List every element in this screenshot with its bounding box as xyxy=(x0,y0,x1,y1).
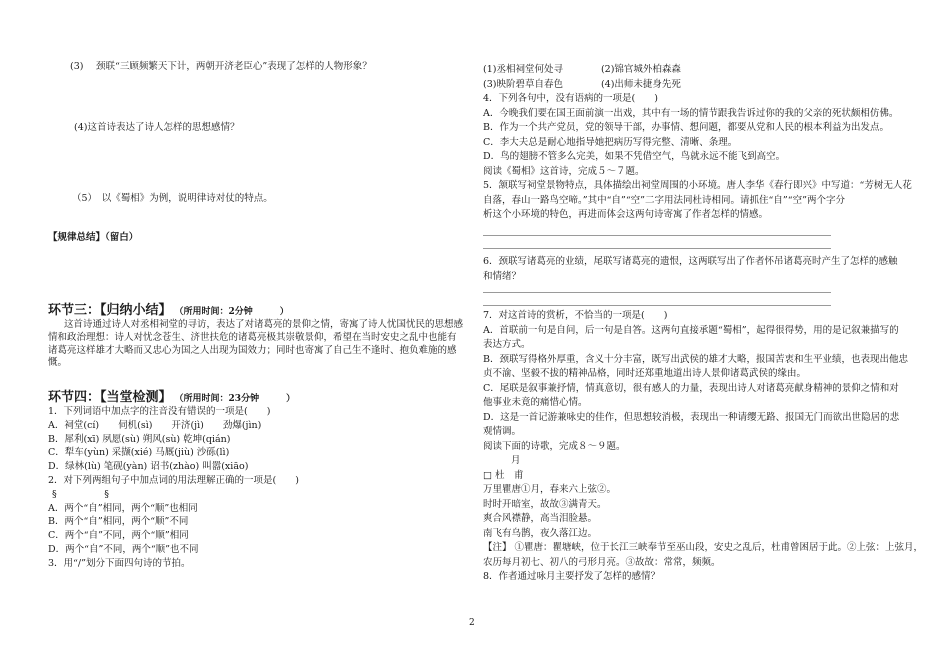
question-6-line: 6．颈联写诸葛亮的业绩，尾联写诸葛亮的遗恨，这两联写出了作者怀吊诸葛亮时产生了怎样的感触 xyxy=(483,256,898,267)
question-5-line: 自落，春山一路鸟空啼。”其中“自”“空”二字用法同杜诗相同。请抓住“自”“空”两个字分 xyxy=(483,194,845,206)
answer-line xyxy=(483,292,831,293)
section-3-line: 诸葛亮这样雄才大略而又忠心为国之人出现为国效力；同时也寄寓了自己生不逢时、抱负难施的感 xyxy=(48,344,457,356)
right-column-top xyxy=(483,63,912,223)
section-3-title: 环节三：【归纳小结】 xyxy=(48,303,172,318)
question-1: 1．下列词语中加点字的注音没有错误的一项是( ) xyxy=(48,406,271,417)
section-4-title: 环节四：【当堂检测】 xyxy=(48,390,172,405)
question-7-option: 表达方式。 xyxy=(483,339,531,350)
question-2-option: A．两个“自”相同，两个“顺”也相同 xyxy=(48,502,198,514)
question-5: （5） 以《蜀相》为例，说明律诗对仗的特点。 xyxy=(72,193,273,204)
poem-line: 爽合风襟静，高当泪脸悬。 xyxy=(483,513,598,524)
question-7-option: 他事业未竟的痛惜心情。 xyxy=(483,397,588,408)
question-1-option: A．祠堂(cí) 伺机(sì) 开济(jì) 劲爆(jìn) xyxy=(48,419,262,431)
question-1-option: B．犀利(xī) 夙愿(sù) 朔风(sù) 乾坤(qián) xyxy=(48,433,231,445)
question-2-option: B．两个“自”相同，两个“顺”不同 xyxy=(48,516,189,528)
question-4-right: 4．下列各句中，没有语病的一项是( ) xyxy=(483,93,658,104)
question-4-option: A．今晚我们要在国王面前演一出戏，其中有一场的情节跟我告诉过你的我的父亲的死状颇相仿佛。 xyxy=(483,107,899,119)
reading-intro-2: 阅读下面的诗歌，完成８～９题。 xyxy=(483,440,626,452)
question-4-option: C．李大夫总是耐心地指导她把病历写得完整、清晰、条理。 xyxy=(483,136,738,148)
question-7-option: 观情调。 xyxy=(483,426,522,437)
poem-line: 万里瞿唐①月，春来六上弦②。 xyxy=(483,484,617,495)
question-1-option: C．犁车(yùn) 采撷(xié) 马厩(jiù) 沙砾(lì) xyxy=(48,447,230,459)
section-4-questions xyxy=(48,405,448,571)
answer-line xyxy=(483,305,831,306)
section-4-time: （所用时间：23分钟 ） xyxy=(174,394,296,404)
question-3: (3) 颈联“三顾频繁天下计，两朝开济老臣心”表现了怎样的人物形象？ xyxy=(70,61,372,72)
question-4-option: B．作为一个共产党员，党的领导干部，办事情、想问题，都要从党和人民的根本利益为出发点。 xyxy=(483,122,889,133)
question-7-option: A．首联前一句是自问，后一句是自答。这两句直接承题“蜀相”，起得很得势，用的是记叙兼描写的 xyxy=(483,324,899,336)
poem-line: 时时开暗室，故故③满青天。 xyxy=(483,498,607,510)
section-4-heading xyxy=(48,389,295,407)
poem-note: 农历每月初七、初八的弓形月亮。③故故：常常，频频。 xyxy=(483,556,721,568)
poem-line: 南飞有乌鹊，夜久落江边。 xyxy=(483,527,598,539)
question-7-option: 贞不渝、坚毅不拔的精神品格，同时还郑重地道出诗人景仰诸葛武侯的缘由。 xyxy=(483,368,807,379)
question-6 xyxy=(483,255,898,284)
poem-line-pair: (3)映阶碧草自春色 (4)出师未捷身先死 xyxy=(483,78,681,90)
poem-note: 【注】 ①瞿唐：瞿塘峡，位于长江三峡奉节至巫山段，安史之乱后，杜甫曾困居于此。②上弦：上弦月， xyxy=(483,542,924,553)
answer-line xyxy=(483,235,831,236)
section-3-line: 情和政治理想：诗人对忧念苍生、济世扶危的诸葛亮极其崇敬景仰，希望在当时安史之乱中也能有 xyxy=(48,331,457,343)
question-7-option: D．这是一首记游兼咏史的佳作，但思想较消极，表现出一种请缨无路、报国无门而欲出世隐居的悲 xyxy=(483,411,900,423)
reading-intro: 阅读《蜀相》这首诗，完成５～７题。 xyxy=(483,165,645,177)
question-2-marks: § § xyxy=(52,488,110,500)
question-2: 2．对下列两组句子中加点词的用法理解正确的一项是( ) xyxy=(48,474,299,486)
page-number: 2 xyxy=(469,618,475,628)
question-7-option: B．颈联写得格外厚重，含义十分丰富，既写出武侯的雄才大略，报国苦衷和生平业绩，也表现出他忠 xyxy=(483,353,908,365)
question-8: 8．作者通过咏月主要抒发了怎样的感情？ xyxy=(483,571,661,582)
question-2-option: D．两个“自”不同，两个“顺”也不同 xyxy=(48,543,199,555)
poem-title: 月 xyxy=(511,455,521,466)
question-7 xyxy=(483,309,924,585)
question-5-line: 析这个小环境的特色，再进而体会这两句诗寄寓了作者怎样的情感。 xyxy=(483,209,769,220)
question-4: (4)这首诗表达了诗人怎样的思想感情？ xyxy=(74,122,240,133)
question-3-split: 3．用“/”划分下面四句诗的节拍。 xyxy=(48,557,191,569)
question-1-option: D．绿林(lù) 笔砚(yàn) 诏书(zhào) 叫嚣(xiāo) xyxy=(48,461,249,473)
section-3-line: 这首诗通过诗人对丞相祠堂的寻访，表达了对诸葛亮的景仰之情，寄寓了诗人忧国忧民的思想感 xyxy=(64,319,464,330)
question-7-stem: 7．对这首诗的赏析，不恰当的一项是( ) xyxy=(483,310,668,321)
question-6-line: 和情绪？ xyxy=(483,270,522,282)
section-3-heading xyxy=(48,302,289,320)
poem-line-pair: (1)丞相祠堂何处寻 (2)锦官城外柏森森 xyxy=(483,64,681,75)
question-7-option: C．尾联是叙事兼抒情，情真意切，很有感人的力量，表现出诗人对诸葛亮献身精神的景仰之情和对 xyxy=(483,382,899,394)
section-3-line: 慨。 xyxy=(48,357,68,369)
rule-summary-heading: 【规律总结】（留白） xyxy=(48,232,139,243)
question-4-option: D．鸟的翅膀不管多么完美，如果不凭借空气，鸟就永远不能飞到高空。 xyxy=(483,151,786,162)
section-3-body xyxy=(48,319,464,370)
section-3-time: （所用时间：2分钟 ） xyxy=(174,307,289,317)
poem-author: □ 杜 甫 xyxy=(483,469,524,481)
question-5-line: 5．颔联写祠堂景物特点，具体描绘出祠堂周围的小环境。唐人李华《春行即兴》中写道：“芳树无人花 xyxy=(483,180,912,191)
question-2-option: C．两个“自”不同，两个“顺”相同 xyxy=(48,530,189,542)
answer-line xyxy=(483,248,831,249)
